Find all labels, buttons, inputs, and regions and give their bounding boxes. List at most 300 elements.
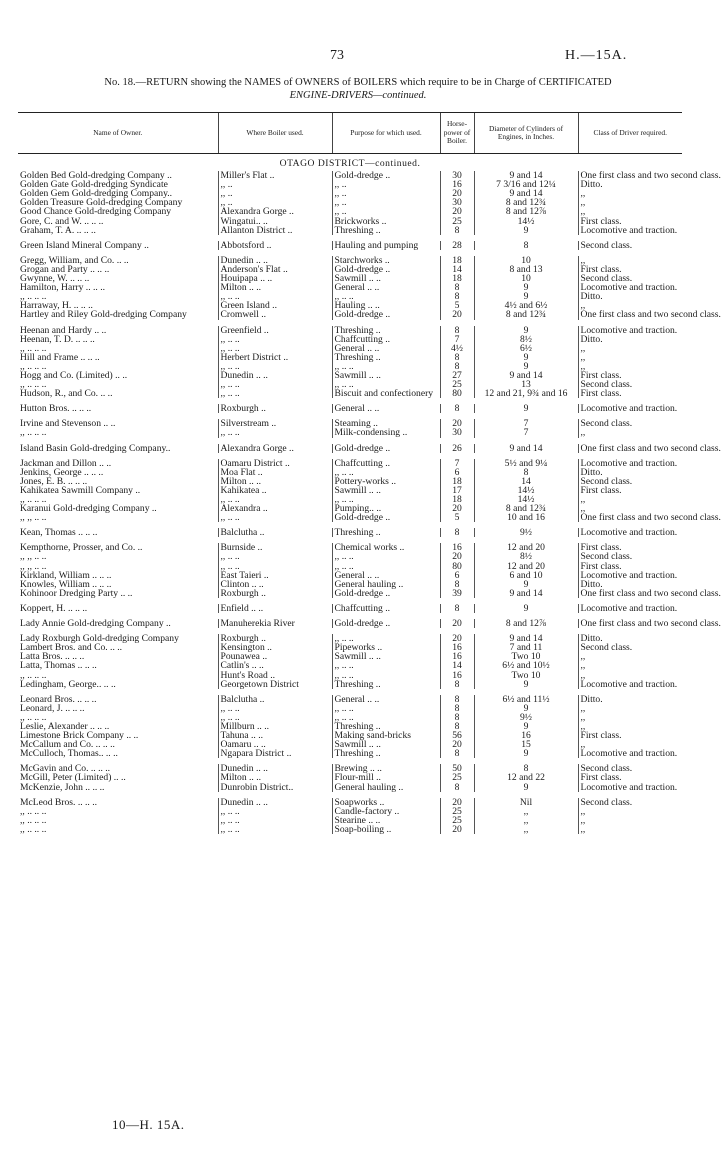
location-cell: Oamaru .. .. (218, 740, 332, 749)
driver-class-cell: One first class and two second class. (578, 513, 682, 522)
location-cell: Miller's Flat .. (218, 171, 332, 180)
driver-class-cell: Second class. (578, 274, 682, 283)
owner-cell: Hamilton, Harry .. .. .. (20, 282, 105, 294)
cylinders-cell: Two 10 (474, 652, 578, 661)
cylinders-cell: 14½ (474, 217, 578, 226)
owner-cell: Ledingham, George.. .. .. (20, 678, 116, 690)
horsepower-cell: 25 (440, 773, 474, 782)
horsepower-cell: 25 (440, 816, 474, 825)
horsepower-cell: 20 (440, 825, 474, 834)
header-driver-class: Class of Driver required. (578, 113, 682, 154)
driver-class-cell: First class. (578, 371, 682, 380)
purpose-cell: ,, .. .. (332, 495, 440, 504)
horsepower-cell: 30 (440, 198, 474, 207)
horsepower-cell: 8 (440, 283, 474, 292)
horsepower-cell: 16 (440, 543, 474, 552)
driver-class-cell: ,, (578, 713, 682, 722)
cylinders-cell: 9 (474, 326, 578, 335)
owner-cell: Kirkland, William .. .. .. (20, 569, 112, 581)
owner-cell: Latta Bros. .. .. .. (20, 651, 85, 663)
location-cell: Balclutha .. (218, 528, 332, 537)
horsepower-cell: 16 (440, 180, 474, 189)
owner-cell: Knowles, William .. .. .. (20, 578, 112, 590)
horsepower-cell: 8 (440, 580, 474, 589)
cylinders-cell: 12 and 21, 9¾ and 16 (474, 389, 578, 398)
purpose-cell: Pottery-works .. (332, 477, 440, 486)
driver-class-cell: ,, (578, 256, 682, 265)
owner-cell: Lady Roxburgh Gold-dredging Company (20, 633, 179, 645)
table-row (18, 444, 682, 453)
location-cell: ,, .. .. (218, 825, 332, 834)
location-cell: ,, .. .. (218, 704, 332, 713)
cylinders-cell: 7 (474, 419, 578, 428)
owner-cell: Jones, E. B. .. .. .. (20, 475, 88, 487)
driver-class-cell: First class. (578, 731, 682, 740)
driver-class-cell: ,, (578, 504, 682, 513)
location-cell: Manuherekia River (218, 619, 332, 628)
purpose-cell: ,, .. .. (332, 292, 440, 301)
owner-cell: Green Island Mineral Company .. (20, 239, 149, 251)
horsepower-cell: 8 (440, 680, 474, 689)
driver-class-cell: ,, (578, 198, 682, 207)
driver-class-cell: Second class. (578, 643, 682, 652)
horsepower-cell: 8 (440, 749, 474, 758)
horsepower-cell: 8 (440, 326, 474, 335)
table-row (18, 619, 682, 628)
owner-cell: McCallum and Co. .. .. .. (20, 739, 115, 751)
location-cell: Wingatui.. .. (218, 217, 332, 226)
purpose-cell: Sawmill .. .. (332, 371, 440, 380)
owner-cell: Gregg, William, and Co. .. .. (20, 254, 129, 266)
cylinders-cell: 16 (474, 731, 578, 740)
driver-class-cell: One first class and two second class. (578, 444, 682, 453)
purpose-cell: Gold-dredge .. (332, 619, 440, 628)
cylinders-cell: 14½ (474, 495, 578, 504)
driver-class-cell: ,, (578, 652, 682, 661)
table-row (18, 604, 682, 613)
location-cell: Herbert District .. (218, 353, 332, 362)
location-cell: ,, .. .. (218, 344, 332, 353)
document-reference: H.—15A. (565, 48, 628, 63)
location-cell: ,, .. (218, 198, 332, 207)
owner-cell: Kahikatea Sawmill Company .. (20, 484, 141, 496)
location-cell: ,, .. .. (218, 552, 332, 561)
horsepower-cell: 28 (440, 241, 474, 250)
driver-class-cell: ,, (578, 661, 682, 670)
driver-class-cell: ,, (578, 189, 682, 198)
owner-cell: Kempthorne, Prosser, and Co. .. (20, 542, 143, 554)
page-number: 73 (330, 48, 344, 63)
location-cell: ,, .. .. (218, 380, 332, 389)
purpose-cell: ,, .. .. (332, 634, 440, 643)
cylinders-cell: Nil (474, 798, 578, 807)
purpose-cell: Soapworks .. (332, 798, 440, 807)
location-cell: ,, .. .. (218, 513, 332, 522)
owner-cell: Golden Gem Gold-dredging Company.. (20, 188, 173, 200)
horsepower-cell: 14 (440, 265, 474, 274)
cylinders-cell: 10 (474, 274, 578, 283)
location-cell: ,, .. .. (218, 495, 332, 504)
owner-cell: ,, .. .. .. (20, 814, 47, 826)
location-cell: Oamaru District .. (218, 459, 332, 468)
horsepower-cell: 14 (440, 661, 474, 670)
purpose-cell: General .. .. (332, 344, 440, 353)
purpose-cell: Gold-dredge .. (332, 265, 440, 274)
table-row (18, 428, 682, 437)
driver-class-cell: Second class. (578, 764, 682, 773)
cylinders-cell: 9 and 14 (474, 634, 578, 643)
purpose-cell: Stearine .. .. (332, 816, 440, 825)
owner-cell: Lambert Bros. and Co. .. .. (20, 642, 123, 654)
horsepower-cell: 20 (440, 504, 474, 513)
location-cell: ,, .. .. (218, 428, 332, 437)
purpose-cell: ,, .. (332, 189, 440, 198)
horsepower-cell: 8 (440, 362, 474, 371)
purpose-cell: Pumping.. .. (332, 504, 440, 513)
table-row (18, 825, 682, 834)
owner-cell: Hogg and Co. (Limited) .. .. (20, 369, 128, 381)
header-owner: Name of Owner. (18, 113, 218, 154)
purpose-cell: Chaffcutting .. (332, 335, 440, 344)
purpose-cell: ,, .. (332, 198, 440, 207)
location-cell: Allanton District .. (218, 226, 332, 235)
purpose-cell: ,, .. .. (332, 661, 440, 670)
purpose-cell: General .. .. (332, 404, 440, 413)
cylinders-cell: 8 (474, 241, 578, 250)
horsepower-cell: 6 (440, 571, 474, 580)
location-cell: Catlin's .. .. (218, 661, 332, 670)
driver-class-cell: ,, (578, 428, 682, 437)
table-row (18, 528, 682, 537)
horsepower-cell: 16 (440, 671, 474, 680)
driver-class-cell: Locomotive and traction. (578, 283, 682, 292)
purpose-cell: Threshing .. (332, 528, 440, 537)
driver-class-cell: Ditto. (578, 180, 682, 189)
owner-cell: Karanui Gold-dredging Company .. (20, 503, 157, 515)
cylinders-cell: 8 and 12¾ (474, 198, 578, 207)
owner-cell: ,, .. .. .. (20, 711, 47, 723)
purpose-cell: ,, .. .. (332, 704, 440, 713)
horsepower-cell: 18 (440, 495, 474, 504)
location-cell: Dunedin .. .. (218, 764, 332, 773)
title-continued: ENGINE-DRIVERS—continued. (289, 90, 427, 101)
owner-cell: McKenzie, John .. .. .. (20, 781, 105, 793)
driver-class-cell: ,, (578, 807, 682, 816)
cylinders-cell: 7 (474, 428, 578, 437)
location-cell: Alexandra Gorge .. (218, 444, 332, 453)
cylinders-cell: 9 and 14 (474, 189, 578, 198)
location-cell: Cromwell .. (218, 310, 332, 319)
owner-cell: Golden Treasure Gold-dredging Company (20, 197, 183, 209)
owner-cell: Good Chance Gold-dredging Company (20, 206, 172, 218)
location-cell: Ngapara District .. (218, 749, 332, 758)
location-cell: ,, .. .. (218, 292, 332, 301)
purpose-cell: Hauling .. .. (332, 301, 440, 310)
horsepower-cell: 7 (440, 459, 474, 468)
purpose-cell: Brickworks .. (332, 217, 440, 226)
owner-cell: Latta, Thomas .. .. .. (20, 660, 97, 672)
owner-cell: Hill and Frame .. .. .. (20, 351, 100, 363)
cylinders-cell: 9 (474, 580, 578, 589)
driver-class-cell: ,, (578, 362, 682, 371)
purpose-cell: Hauling and pumping (332, 241, 440, 250)
location-cell: Hunt's Road .. (218, 671, 332, 680)
driver-class-cell: One first class and two second class. (578, 619, 682, 628)
cylinders-cell: 5½ and 9¼ (474, 459, 578, 468)
cylinders-cell: 9 (474, 353, 578, 362)
cylinders-cell: 9 (474, 362, 578, 371)
driver-class-cell: First class. (578, 773, 682, 782)
driver-class-cell: Ditto. (578, 468, 682, 477)
cylinders-cell: 8½ (474, 335, 578, 344)
table-row (18, 404, 682, 413)
purpose-cell: Gold-dredge .. (332, 513, 440, 522)
cylinders-cell: 9 (474, 404, 578, 413)
location-cell: ,, .. .. (218, 713, 332, 722)
horsepower-cell: 8 (440, 353, 474, 362)
horsepower-cell: 7 (440, 335, 474, 344)
return-title (38, 76, 678, 102)
driver-class-cell: ,, (578, 722, 682, 731)
driver-class-cell: Ditto. (578, 634, 682, 643)
owner-cell: McCulloch, Thomas.. .. .. (20, 748, 118, 760)
purpose-cell: Sawmill .. .. (332, 652, 440, 661)
owner-cell: ,, .. .. .. (20, 342, 47, 354)
horsepower-cell: 18 (440, 274, 474, 283)
driver-class-cell: ,, (578, 353, 682, 362)
purpose-cell: Threshing .. (332, 226, 440, 235)
driver-class-cell: One first class and two second class. (578, 589, 682, 598)
cylinders-cell: 9 and 14 (474, 171, 578, 180)
location-cell: Millburn .. .. (218, 722, 332, 731)
cylinders-cell: 8 and 12⅞ (474, 619, 578, 628)
cylinders-cell: 10 and 16 (474, 513, 578, 522)
purpose-cell: Brewing .. .. (332, 764, 440, 773)
owner-cell: Irvine and Stevenson .. .. (20, 418, 116, 430)
location-cell: Houipapa .. .. (218, 274, 332, 283)
owner-cell: Hutton Bros. .. .. .. (20, 403, 92, 415)
owner-cell: Island Basin Gold-dredging Company.. (20, 442, 171, 454)
driver-class-cell: ,, (578, 825, 682, 834)
purpose-cell: ,, .. .. (332, 362, 440, 371)
horsepower-cell: 56 (440, 731, 474, 740)
owner-cell: Lady Annie Gold-dredging Company .. (20, 618, 171, 630)
cylinders-cell: 9 (474, 783, 578, 792)
table-row (18, 513, 682, 522)
driver-class-cell: ,, (578, 207, 682, 216)
purpose-cell: Flour-mill .. (332, 773, 440, 782)
driver-class-cell: Locomotive and traction. (578, 226, 682, 235)
purpose-cell: Threshing .. (332, 326, 440, 335)
cylinders-cell: 4½ and 6½ (474, 301, 578, 310)
cylinders-cell: 6 and 10 (474, 571, 578, 580)
purpose-cell: ,, .. .. (332, 380, 440, 389)
horsepower-cell: 16 (440, 652, 474, 661)
cylinders-cell: 8½ (474, 552, 578, 561)
owner-cell: ,, ,, .. .. (20, 551, 47, 563)
location-cell: Roxburgh .. (218, 404, 332, 413)
driver-class-cell: Locomotive and traction. (578, 326, 682, 335)
driver-class-cell: Ditto. (578, 292, 682, 301)
location-cell: Anderson's Flat .. (218, 265, 332, 274)
purpose-cell: ,, .. (332, 180, 440, 189)
purpose-cell: Sawmill .. .. (332, 740, 440, 749)
horsepower-cell: 20 (440, 310, 474, 319)
owner-cell: Kean, Thomas .. .. .. (20, 527, 98, 539)
horsepower-cell: 80 (440, 389, 474, 398)
owner-cell: Heenan, T. D. .. .. .. (20, 333, 95, 345)
purpose-cell: Biscuit and confectionery (332, 389, 440, 398)
owner-cell: ,, .. .. .. (20, 823, 47, 835)
purpose-cell: Threshing .. (332, 722, 440, 731)
horsepower-cell: 8 (440, 695, 474, 704)
horsepower-cell: 8 (440, 704, 474, 713)
driver-class-cell: Ditto. (578, 695, 682, 704)
header-location: Where Boiler used. (218, 113, 332, 154)
owner-cell: ,, ,, .. .. (20, 512, 47, 524)
purpose-cell: Chaffcutting .. (332, 459, 440, 468)
horsepower-cell: 25 (440, 807, 474, 816)
table-row (18, 389, 682, 398)
driver-class-cell: Ditto. (578, 580, 682, 589)
purpose-cell: Threshing .. (332, 353, 440, 362)
cylinders-cell: 9 (474, 704, 578, 713)
title-main: No. 18.—RETURN showing the NAMES of OWNERS of BOILERS which require to be in Charge of CERTIFICATED (104, 77, 612, 88)
cylinders-cell: 12 and 20 (474, 543, 578, 552)
owner-cell: Golden Bed Gold-dredging Company .. (20, 170, 172, 182)
driver-class-cell: First class. (578, 265, 682, 274)
cylinders-cell: 14½ (474, 486, 578, 495)
horsepower-cell: 8 (440, 783, 474, 792)
horsepower-cell: 80 (440, 562, 474, 571)
location-cell: Alexandra .. (218, 504, 332, 513)
driver-class-cell: Locomotive and traction. (578, 783, 682, 792)
horsepower-cell: 8 (440, 604, 474, 613)
cylinders-cell: 9 (474, 722, 578, 731)
location-cell: Alexandra Gorge .. (218, 207, 332, 216)
horsepower-cell: 26 (440, 444, 474, 453)
location-cell: Green Island .. (218, 301, 332, 310)
cylinders-cell: ,, (474, 825, 578, 834)
driver-class-cell: Locomotive and traction. (578, 604, 682, 613)
purpose-cell: ,, .. .. (332, 552, 440, 561)
horsepower-cell: 20 (440, 634, 474, 643)
driver-class-cell: Ditto. (578, 335, 682, 344)
table-row (18, 783, 682, 792)
driver-class-cell: Second class. (578, 380, 682, 389)
cylinders-cell: 6½ (474, 344, 578, 353)
cylinders-cell: 8 and 12¾ (474, 310, 578, 319)
owner-cell: ,, .. .. .. (20, 494, 47, 505)
table-row (18, 241, 682, 250)
purpose-cell: ,, .. (332, 207, 440, 216)
location-cell: ,, .. .. (218, 389, 332, 398)
owner-cell: ,, .. .. .. (20, 379, 47, 391)
cylinders-cell: 7 3/16 and 12¼ (474, 180, 578, 189)
horsepower-cell: 30 (440, 428, 474, 437)
purpose-cell: General hauling .. (332, 580, 440, 589)
location-cell: ,, .. (218, 189, 332, 198)
cylinders-cell: 9½ (474, 528, 578, 537)
cylinders-cell: 14 (474, 477, 578, 486)
horsepower-cell: 4½ (440, 344, 474, 353)
cylinders-cell: 13 (474, 380, 578, 389)
driver-class-cell: One first class and two second class. (578, 171, 682, 180)
purpose-cell: Gold-dredge .. (332, 171, 440, 180)
purpose-cell: Starchworks .. (332, 256, 440, 265)
location-cell: Roxburgh .. (218, 634, 332, 643)
horsepower-cell: 5 (440, 513, 474, 522)
header-purpose: Purpose for which used. (332, 113, 440, 154)
owner-cell: Jackman and Dillon .. .. (20, 457, 112, 469)
location-cell: Kahikatea .. (218, 486, 332, 495)
driver-class-cell: First class. (578, 562, 682, 571)
purpose-cell: Sawmill .. .. (332, 486, 440, 495)
driver-class-cell: First class. (578, 389, 682, 398)
table-header-row (18, 113, 682, 154)
driver-class-cell: Locomotive and traction. (578, 680, 682, 689)
purpose-cell: Steaming .. (332, 419, 440, 428)
driver-class-cell: One first class and two second class. (578, 310, 682, 319)
location-cell: ,, .. .. (218, 807, 332, 816)
location-cell: East Taieri .. (218, 571, 332, 580)
horsepower-cell: 17 (440, 486, 474, 495)
purpose-cell: Threshing .. (332, 680, 440, 689)
district-row (18, 154, 682, 172)
cylinders-cell: 10 (474, 256, 578, 265)
horsepower-cell: 6 (440, 468, 474, 477)
owner-cell: Limestone Brick Company .. .. (20, 730, 139, 742)
purpose-cell: ,, .. .. (332, 713, 440, 722)
table-row (18, 310, 682, 319)
location-cell: Burnside .. (218, 543, 332, 552)
cylinders-cell: 8 and 12¾ (474, 504, 578, 513)
owner-cell: ,, ,, .. .. (20, 560, 47, 572)
location-cell: Silverstream .. (218, 419, 332, 428)
owner-cell: ,, .. .. .. (20, 360, 47, 372)
cylinders-cell: 12 and 20 (474, 562, 578, 571)
purpose-cell: General .. .. (332, 695, 440, 704)
location-cell: Dunrobin District.. (218, 783, 332, 792)
cylinders-cell: 9 (474, 226, 578, 235)
owner-cell: Leslie, Alexander .. .. .. (20, 720, 110, 732)
horsepower-cell: 20 (440, 189, 474, 198)
driver-class-cell: Second class. (578, 241, 682, 250)
purpose-cell: ,, .. .. (332, 671, 440, 680)
horsepower-cell: 18 (440, 256, 474, 265)
horsepower-cell: 8 (440, 404, 474, 413)
driver-class-cell: Second class. (578, 552, 682, 561)
horsepower-cell: 8 (440, 722, 474, 731)
purpose-cell: Making sand-bricks (332, 731, 440, 740)
location-cell: Milton .. .. (218, 773, 332, 782)
owner-cell: ,, .. .. .. (20, 805, 47, 817)
purpose-cell: Soap-boiling .. (332, 825, 440, 834)
cylinders-cell: ,, (474, 807, 578, 816)
purpose-cell: General .. .. (332, 571, 440, 580)
purpose-cell: ,, .. .. (332, 468, 440, 477)
page-footer: 10—H. 15A. (112, 1117, 185, 1132)
owner-cell: Jenkins, George .. .. .. (20, 466, 104, 478)
horsepower-cell: 20 (440, 798, 474, 807)
driver-class-cell: Second class. (578, 477, 682, 486)
cylinders-cell: 8 and 13 (474, 265, 578, 274)
location-cell: Clinton .. .. (218, 580, 332, 589)
owner-cell: ,, .. .. .. (20, 291, 47, 303)
driver-class-cell: First class. (578, 543, 682, 552)
driver-class-cell: Locomotive and traction. (578, 404, 682, 413)
location-cell: Dunedin .. .. (218, 798, 332, 807)
